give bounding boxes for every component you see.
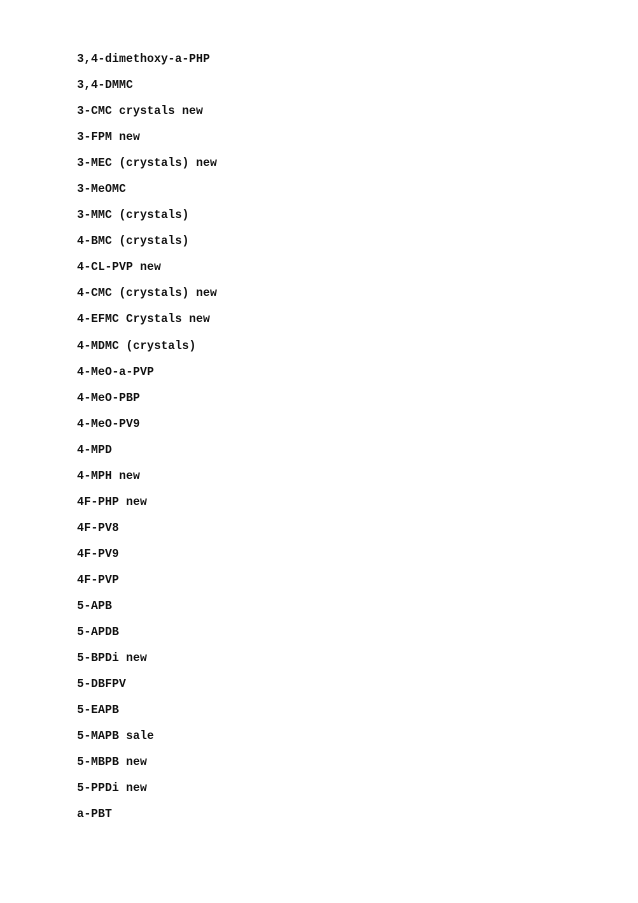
list-item: 3,4-DMMC <box>77 79 134 93</box>
list-item: a-PBT <box>77 808 113 822</box>
list-item: 5-APDB <box>77 626 120 640</box>
list-item: 3,4-dimethoxy-a-PHP <box>77 53 211 66</box>
list-item: 5-DBFPV <box>77 678 127 692</box>
list-item: 4-MPD <box>77 443 113 457</box>
list-item: 4-MeO-PBP <box>77 391 141 405</box>
list-item: 3-FPM new <box>77 131 141 145</box>
list-item: 4-MeO-a-PVP <box>77 365 155 379</box>
list-item: 5-APB <box>77 599 113 613</box>
list-item: 4-EFMC Crystals new <box>77 313 211 327</box>
list-item: 5-PPDi new <box>77 782 148 796</box>
list-item: 4-MeO-PV9 <box>77 417 141 431</box>
list-item: 4-BMC (crystals) <box>77 235 190 249</box>
list-item: 3-MeOMC <box>77 183 127 197</box>
list-item: 4-CL-PVP new <box>77 261 162 275</box>
list-item: 4F-PVP <box>77 573 120 587</box>
list-item: 5-MAPB sale <box>77 730 155 744</box>
list-item: 4F-PHP new <box>77 495 148 509</box>
list-item: 4F-PV9 <box>77 547 120 561</box>
list-item: 4-MDMC (crystals) <box>77 339 197 353</box>
list-item: 3-CMC crystals new <box>77 105 204 119</box>
list-item: 5-EAPB <box>77 704 120 718</box>
list-item: 5-MBPB new <box>77 756 148 770</box>
list-item: 3-MEC (crystals) new <box>77 157 218 171</box>
list-item: 5-BPDi new <box>77 652 148 666</box>
list-item: 4-MPH new <box>77 469 141 483</box>
list-item: 4F-PV8 <box>77 521 120 535</box>
list-item: 3-MMC (crystals) <box>77 209 190 223</box>
product-list <box>77 53 217 834</box>
list-item: 4-CMC (crystals) new <box>77 287 218 301</box>
